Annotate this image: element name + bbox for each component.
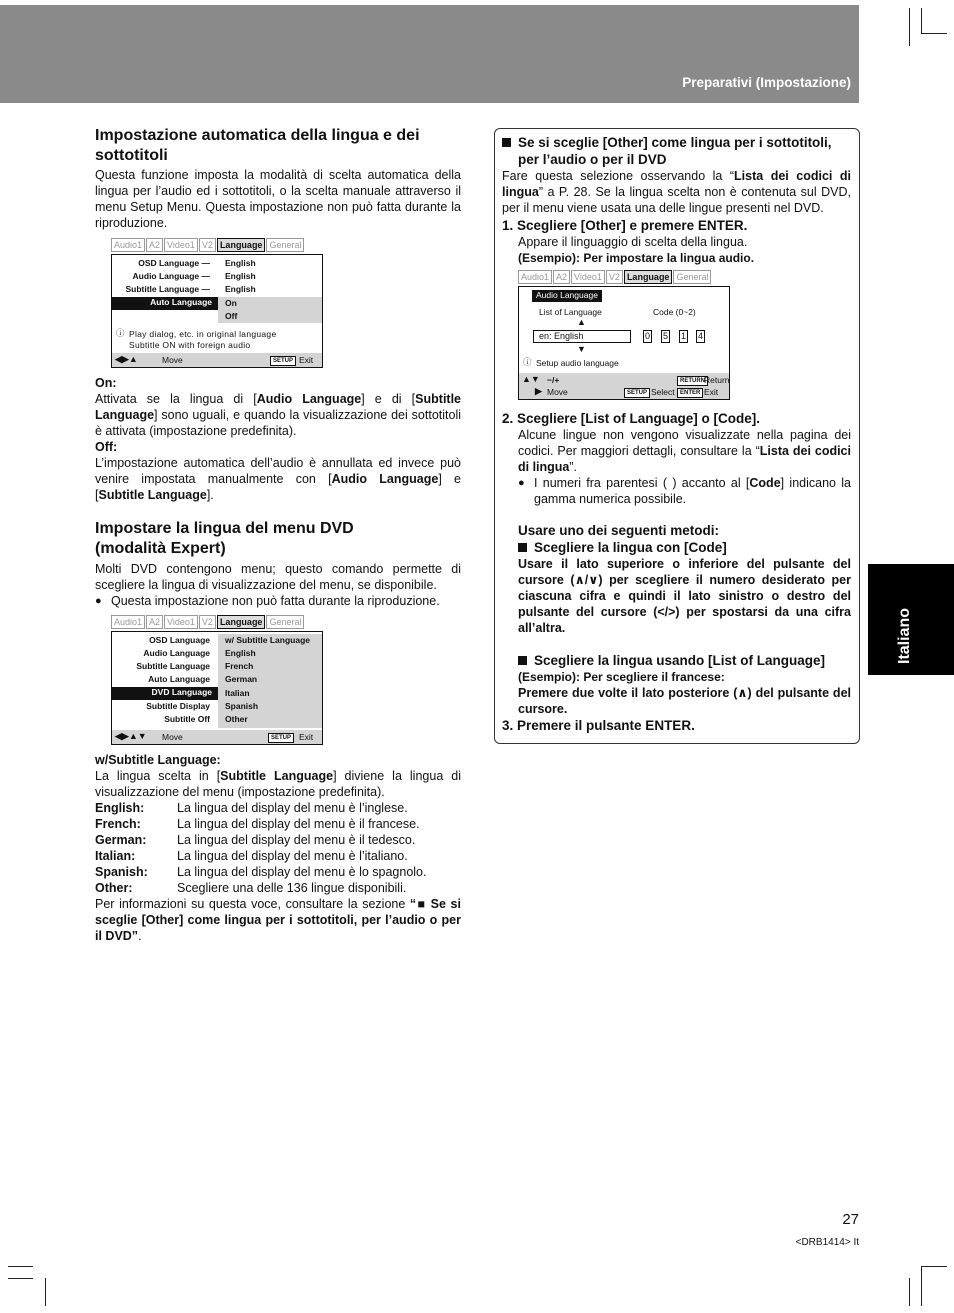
osd-tab-active: Language (217, 615, 266, 629)
osd-tab-active: Language (624, 270, 673, 284)
wsub-label: w/Subtitle Language: (95, 753, 221, 767)
crop-mark (921, 33, 947, 34)
box-heading (502, 134, 851, 168)
term-desc: Scegliere una delle 136 lingue disponibili. (177, 881, 407, 895)
step-1: 1. Scegliere [Other] e premere ENTER. (502, 218, 748, 233)
osd-code-label: Code (0~2) (653, 307, 696, 317)
info-icon: ⓘ (523, 357, 532, 367)
heading-auto-language: Impostazione automatica della lingua e dei sottotitoli (95, 127, 420, 164)
side-tab-label: Italiano (896, 607, 913, 664)
paragraph: Molti DVD contengono menu; questo comando permette di scegliere la lingua di visualizzazione del menu, se disponibile. (95, 562, 461, 592)
method-1-heading (502, 539, 851, 556)
heading-dvd-menu-language: Impostare la lingua del menu DVD (modalità Expert) (95, 520, 354, 557)
method-2-title: Scegliere la lingua usando [List of Language] (534, 653, 826, 668)
crop-mark (909, 1278, 910, 1306)
text: ] sono uguali, e quando la visualizzazione dei sottotitoli è attivata (impostazione predefinita). (95, 408, 461, 438)
osd-tabs (518, 270, 712, 284)
arrow-down-icon: ▼ (577, 344, 586, 354)
term-desc: La lingua del display del menu è l’inglese. (177, 801, 408, 815)
arrow-up-icon: ▲ (577, 317, 586, 327)
method-2-text: Premere due volte il lato posteriore (∧) del pulsante del cursore. (518, 686, 851, 716)
page-header (0, 5, 859, 103)
osd-row-label: OSD Language (149, 635, 210, 645)
arrow-right-icon: ▶ (535, 386, 542, 396)
step-1-example: (Esempio): Per impostare la lingua audio. (518, 251, 755, 265)
osd-row-label: Audio Language — (132, 271, 210, 281)
code-digit[interactable]: 4 (697, 331, 703, 341)
text-bold: Subtitle Language (220, 769, 334, 783)
text: ] e di [ (361, 392, 416, 406)
left-column-3 (95, 752, 461, 944)
osd-tab: General (266, 615, 304, 629)
term: Italian: (95, 849, 136, 863)
osd-tabs (111, 238, 305, 252)
term-row (95, 880, 461, 896)
osd-exit-label: Exit (704, 387, 719, 397)
osd-row-label: Subtitle Language (136, 661, 210, 671)
crop-mark (921, 1266, 947, 1267)
crop-mark (921, 1266, 922, 1306)
osd-tabs (111, 615, 305, 629)
box-heading-text: Se si sceglie [Other] come lingua per i sottotitoli, per l’audio o per il DVD (518, 135, 832, 167)
osd-plus-minus: −/+ (547, 375, 560, 385)
osd-bottom-bar (519, 373, 729, 399)
osd-tab: Video1 (571, 270, 605, 284)
text: Fare questa selezione osservando la “ (502, 169, 735, 183)
osd-body (111, 631, 323, 745)
osd-tab: General (266, 238, 304, 252)
text-bold: Subtitle Language (98, 488, 207, 502)
setup-key-label: SETUP (270, 356, 296, 366)
osd-option: French (225, 661, 254, 671)
term: French: (95, 817, 141, 831)
setup-key (624, 386, 650, 398)
text: I numeri fra parentesi ( ) accanto al [ (534, 476, 750, 490)
return-key-label: RETURN (677, 376, 708, 386)
on-label: On: (95, 376, 117, 390)
osd-screen-auto-language (111, 238, 323, 368)
enter-key-label: ENTER (677, 388, 703, 398)
code-digit[interactable]: 5 (662, 331, 668, 341)
osd-info-line: Setup audio language (536, 358, 619, 368)
osd-option: Spanish (225, 701, 259, 711)
osd-move-label: Move (162, 355, 183, 365)
text: ” a P. 28. Se la lingua scelta non è contenuta sul DVD, per il menu viene usata una delle lingue presenti nel DVD. (502, 185, 851, 215)
paragraph (502, 168, 851, 216)
code-digit[interactable]: 1 (680, 331, 686, 341)
section-title: Preparativi (Impostazione) (682, 75, 851, 90)
term: Spanish: (95, 865, 148, 879)
text: La lingua scelta in [ (95, 769, 221, 783)
term: German: (95, 833, 147, 847)
osd-row-label: Subtitle Language — (125, 284, 210, 294)
osd-tab: V2 (199, 238, 216, 252)
text-bold: Subtitle Language (95, 392, 462, 422)
method-1-title: Scegliere la lingua con [Code] (534, 540, 727, 555)
right-column (502, 134, 851, 266)
osd-exit-label: Exit (299, 355, 314, 365)
step-2-text (502, 427, 851, 475)
document-code: <DRB1414> It (795, 1237, 859, 1248)
term-row (95, 816, 461, 832)
term-desc: La lingua del display del menu è l’italiano. (177, 849, 408, 863)
text: ] diviene la lingua di visualizzazione del menu (impostazione predefinita). (95, 769, 462, 799)
step-3: 3. Premere il pulsante ENTER. (502, 718, 695, 733)
osd-bottom-bar (112, 730, 322, 744)
text: ]. (206, 488, 214, 502)
osd-tab: V2 (606, 270, 623, 284)
text-bold: Audio Language (256, 392, 362, 406)
osd-select-label: Select (651, 387, 675, 397)
osd-tab: Video1 (164, 238, 198, 252)
crop-mark (921, 8, 922, 34)
osd-screen-audio-language (518, 270, 730, 400)
step-2: 2. Scegliere [List of Language] o [Code]. (502, 411, 761, 426)
term: English: (95, 801, 145, 815)
osd-tab-active: Language (217, 238, 266, 252)
page-number: 27 (842, 1211, 859, 1228)
crop-mark (909, 8, 910, 46)
osd-move-label: Move (547, 387, 568, 397)
term-row (95, 800, 461, 816)
osd-tab: Audio1 (111, 238, 145, 252)
osd-row-label: Subtitle Display (146, 701, 210, 711)
arrows-icon: ◀▶▲▼ (115, 731, 147, 741)
osd-tab: A2 (146, 238, 163, 252)
off-description (95, 455, 461, 503)
term-desc: La lingua del display del menu è il francese. (177, 817, 420, 831)
method-2-heading (502, 652, 851, 669)
text: Per informazioni su questa voce, consultare la sezione (95, 897, 410, 911)
term-row (95, 848, 461, 864)
text-bold: Lista dei codici di lingua (518, 444, 851, 474)
osd-option-off: Off (225, 311, 238, 321)
wsub-description (95, 768, 461, 800)
text: Alcune lingue non vengono visualizzate nella pagina dei codici. Per maggiori dettagli, consultare la “ (518, 428, 851, 458)
text-bold: Audio Language (331, 472, 439, 486)
osd-info-line: Play dialog, etc. in original language (129, 329, 277, 339)
osd-option: English (225, 648, 256, 658)
term-desc: La lingua del display del menu è il tedesco. (177, 833, 416, 847)
osd-tab: Audio1 (518, 270, 552, 284)
osd-tab: Video1 (164, 615, 198, 629)
setup-key-label: SETUP (624, 388, 650, 398)
osd-return-label: Return (704, 375, 730, 385)
osd-option-on: On (225, 298, 237, 308)
text-bold: Lista dei codici di lingua (502, 169, 851, 199)
methods-heading: Usare uno dei seguenti metodi: (518, 523, 720, 538)
step-1-text: Appare il linguaggio di scelta della lingua. (518, 235, 748, 249)
osd-tab: Audio1 (111, 615, 145, 629)
square-bullet-icon (502, 138, 511, 147)
osd-row-label: Subtitle Off (164, 714, 210, 724)
square-bullet-icon (518, 543, 527, 552)
setup-key (270, 354, 296, 366)
term-row (95, 832, 461, 848)
osd-option: w/ Subtitle Language (225, 635, 311, 645)
reference-note (95, 896, 461, 944)
osd-row-value: English (225, 284, 256, 294)
crop-mark (8, 1266, 33, 1267)
osd-tab: A2 (553, 270, 570, 284)
code-digit[interactable]: 0 (644, 331, 650, 341)
method-1-text: Usare il lato superiore o inferiore del pulsante del cursore (∧/∨) per scegliere il numero desiderato per ciascuna cifra e quindi il lato sinistro o destro del pulsante del cursore (</>) per spostarsi da una cifra all’altra. (518, 557, 851, 635)
setup-key-label: SETUP (268, 733, 294, 743)
osd-tab: V2 (199, 615, 216, 629)
text: ] indicano la gamma numerica possibile. (534, 476, 852, 506)
term-row (95, 864, 461, 880)
off-label: Off: (95, 440, 118, 454)
bullet-item (518, 475, 851, 507)
term: Other: (95, 881, 133, 895)
osd-screen-dvd-language (111, 615, 323, 745)
osd-tab: A2 (146, 615, 163, 629)
osd-row-value: English (225, 271, 256, 281)
osd-title: Audio Language (532, 290, 602, 302)
left-column (95, 126, 461, 231)
language-side-tab (868, 564, 954, 675)
osd-option: German (225, 674, 258, 684)
bullet-item: ● Questa impostazione non può fatta durante la riproduzione. (95, 593, 461, 609)
osd-bottom-bar (112, 353, 322, 367)
text: ] e [ (95, 472, 462, 502)
osd-row-label: Auto Language (148, 674, 210, 684)
arrows-icon: ◀▶▲ (115, 354, 138, 364)
text: Attivata se la lingua di [ (95, 392, 257, 406)
right-column-2 (502, 410, 851, 734)
term-desc: La lingua del display del menu è lo spagnolo. (177, 865, 427, 879)
text-bold: Code (749, 476, 781, 490)
on-description (95, 391, 461, 439)
osd-move-label: Move (162, 732, 183, 742)
crop-mark (8, 1278, 33, 1279)
text: . (138, 929, 142, 943)
osd-list-label: List of Language (539, 307, 602, 317)
osd-row-label: OSD Language — (138, 258, 210, 268)
osd-info-line: Subtitle ON with foreign audio (129, 340, 251, 350)
enter-key (677, 386, 703, 398)
paragraph: Questa funzione imposta la modalità di scelta automatica della lingua per l’audio ed i sottotitoli, o la scelta manuale attraverso il menu Setup Menu. Questa impostazione non può fatta durante la riproduzione. (95, 168, 461, 230)
square-bullet-icon (518, 656, 527, 665)
osd-exit-label: Exit (299, 732, 314, 742)
osd-body (518, 286, 730, 400)
osd-option: Other (225, 714, 248, 724)
osd-option: Italian (225, 688, 250, 698)
info-icon: ⓘ (116, 328, 125, 338)
method-2-example: (Esempio): Per scegliere il francese: (518, 670, 725, 684)
osd-row-label: Audio Language (143, 648, 210, 658)
crop-mark (45, 1278, 46, 1306)
osd-row-selected: DVD Language (112, 687, 218, 700)
text: ”. (569, 460, 578, 474)
text: L’impostazione automatica dell’audio è annullata ed invece può venire impostata manualmente con [ (95, 456, 461, 486)
setup-key (268, 731, 294, 743)
osd-row-value: English (225, 258, 256, 268)
text-bold: “■ Se si sceglie [Other] come lingua per i sottotitoli, per l’audio o per il DVD” (95, 897, 461, 943)
arrows-up-down-icon: ▲▼ (522, 374, 540, 384)
osd-row-selected: Auto Language (112, 297, 218, 310)
osd-tab: General (673, 270, 711, 284)
left-column-2 (95, 375, 461, 609)
language-field[interactable]: en: English (533, 330, 631, 343)
osd-body (111, 254, 323, 368)
